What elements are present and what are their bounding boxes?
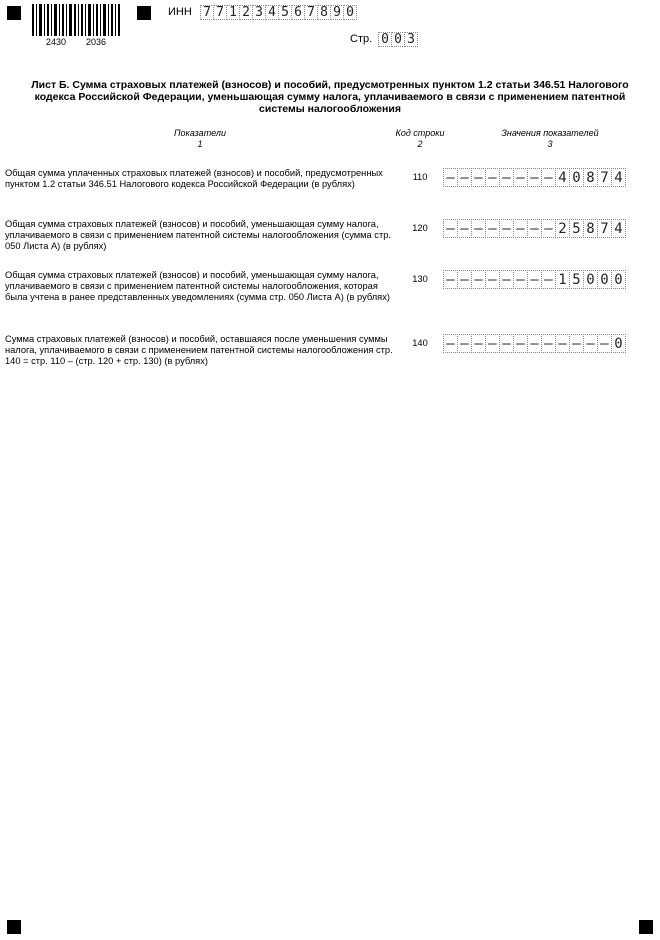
column-header-indicators (150, 128, 250, 150)
barcode-number-right: 2036 (86, 37, 107, 47)
row-130-text: Общая сумма страховых платежей (взносов) и пособий, уменьшающая сумму налога, уплачиваемого в связи с применением патентной системы налогообложения, которая была учтена в ранее представленных уведомлениях (сумма стр. 050 Листа А) (в рублях) (5, 270, 390, 302)
corner-marker-bottom-right (639, 920, 653, 934)
value-digit-cell: – (443, 270, 458, 289)
row-130-code: 130 (412, 274, 428, 284)
inn-digit-cell: 8 (317, 5, 331, 20)
corner-marker-bottom-left (7, 920, 21, 934)
value-digit-cell: – (527, 270, 542, 289)
value-digit-cell: 8 (583, 168, 598, 187)
value-digit-cell: – (471, 334, 486, 353)
value-digit-cell: – (457, 334, 472, 353)
value-digit-cell: 4 (555, 168, 570, 187)
column-header-code (380, 128, 460, 150)
value-digit-cell: – (499, 334, 514, 353)
inn-digit-cell: 4 (265, 5, 279, 20)
value-digit-cell: 4 (611, 168, 626, 187)
column-indicators-label: Показатели (174, 128, 226, 138)
value-digit-cell: – (527, 168, 542, 187)
row-120-text: Общая сумма страховых платежей (взносов) и пособий, уменьшающая сумму налога, уплачиваемого в связи с применением патентной системы налогообложения (сумма стр. 050 Листа А) (в рублях) (5, 219, 391, 251)
value-digit-cell: – (457, 168, 472, 187)
inn-digit-cell: 2 (239, 5, 253, 20)
row-140-text: Сумма страховых платежей (взносов) и пособий, оставшаяся после уменьшения суммы налога, уплачиваемого в связи с применением патентной системы налогообложения стр. 140 = стр. 110 – (стр. 120 + стр. 130) (в рублях) (5, 334, 393, 366)
column-code-label: Код строки (395, 128, 445, 138)
value-digit-cell: – (443, 168, 458, 187)
value-digit-cell: – (555, 334, 570, 353)
value-digit-cell: – (513, 219, 528, 238)
value-digit-cell: – (471, 270, 486, 289)
barcode (32, 4, 122, 36)
value-digit-cell: 7 (597, 219, 612, 238)
inn-digit-cell: 7 (304, 5, 318, 20)
corner-marker-top-left (7, 6, 21, 20)
column-code-number: 2 (417, 139, 423, 149)
value-digit-cell: 1 (555, 270, 570, 289)
value-digit-cell: 0 (611, 334, 626, 353)
value-digit-cell: – (485, 270, 500, 289)
value-digit-cell: – (457, 270, 472, 289)
row-140-code: 140 (412, 338, 428, 348)
value-digit-cell: – (541, 270, 556, 289)
value-digit-cell: – (527, 334, 542, 353)
value-digit-cell: – (541, 219, 556, 238)
column-header-values (480, 128, 620, 150)
row-110-code: 110 (412, 172, 428, 182)
value-digit-cell: 4 (611, 219, 626, 238)
value-digit-cell: 0 (583, 270, 598, 289)
column-indicators-number: 1 (197, 139, 203, 149)
value-digit-cell: – (527, 219, 542, 238)
value-digit-cell: 5 (569, 219, 584, 238)
value-digit-cell: – (513, 168, 528, 187)
value-digit-cell: – (499, 270, 514, 289)
value-digit-cell: – (541, 334, 556, 353)
value-digit-cell: – (471, 168, 486, 187)
barcode-number-left: 2430 (46, 37, 67, 47)
sheet-title: Лист Б. Сумма страховых платежей (взносов) и пособий, предусмотренных пунктом 1.2 статьи 346.51 Налогового кодекса Российской Федерации, уменьшающая сумму налога, уплачиваемого в связи с применением патентной системы налогообложения (31, 79, 629, 115)
page-digit-cell: 3 (404, 32, 418, 47)
row-120-value (443, 219, 625, 238)
inn-label: ИНН (168, 6, 192, 18)
value-digit-cell: 5 (569, 270, 584, 289)
row-110-value (443, 168, 625, 187)
inn-digit-cell: 7 (213, 5, 227, 20)
value-digit-cell: – (457, 219, 472, 238)
value-digit-cell: 0 (569, 168, 584, 187)
page-label: Стр. (350, 33, 373, 45)
inn-digit-cell: 7 (200, 5, 214, 20)
value-digit-cell: – (443, 334, 458, 353)
value-digit-cell: – (583, 334, 598, 353)
inn-digit-cell: 9 (330, 5, 344, 20)
page-digit-cell: 0 (378, 32, 392, 47)
value-digit-cell: – (485, 219, 500, 238)
value-digit-cell: – (485, 334, 500, 353)
column-values-label: Значения показателей (501, 128, 599, 138)
value-digit-cell: – (499, 219, 514, 238)
value-digit-cell: 0 (597, 270, 612, 289)
column-values-number: 3 (547, 139, 553, 149)
value-digit-cell: 7 (597, 168, 612, 187)
corner-marker-top-right (137, 6, 151, 20)
value-digit-cell: 2 (555, 219, 570, 238)
row-130-value (443, 270, 625, 289)
value-digit-cell: – (513, 270, 528, 289)
inn-digit-cell: 6 (291, 5, 305, 20)
row-140-value (443, 334, 625, 353)
row-120-code: 120 (412, 223, 428, 233)
inn-digit-cell: 1 (226, 5, 240, 20)
value-digit-cell: – (597, 334, 612, 353)
value-digit-cell: – (485, 168, 500, 187)
value-digit-cell: 8 (583, 219, 598, 238)
value-digit-cell: – (541, 168, 556, 187)
value-digit-cell: – (513, 334, 528, 353)
page-digit-cell: 0 (391, 32, 405, 47)
row-110-text: Общая сумма уплаченных страховых платежей (взносов) и пособий, предусмотренных пунктом 1.2 статьи 346.51 Налогового кодекса Российской Федерации (в рублях) (5, 168, 383, 189)
inn-digit-cell: 5 (278, 5, 292, 20)
inn-digit-cell: 3 (252, 5, 266, 20)
value-digit-cell: – (443, 219, 458, 238)
inn-field (200, 5, 356, 20)
value-digit-cell: – (569, 334, 584, 353)
page-number-field (378, 32, 417, 47)
value-digit-cell: 0 (611, 270, 626, 289)
value-digit-cell: – (471, 219, 486, 238)
inn-digit-cell: 0 (343, 5, 357, 20)
value-digit-cell: – (499, 168, 514, 187)
